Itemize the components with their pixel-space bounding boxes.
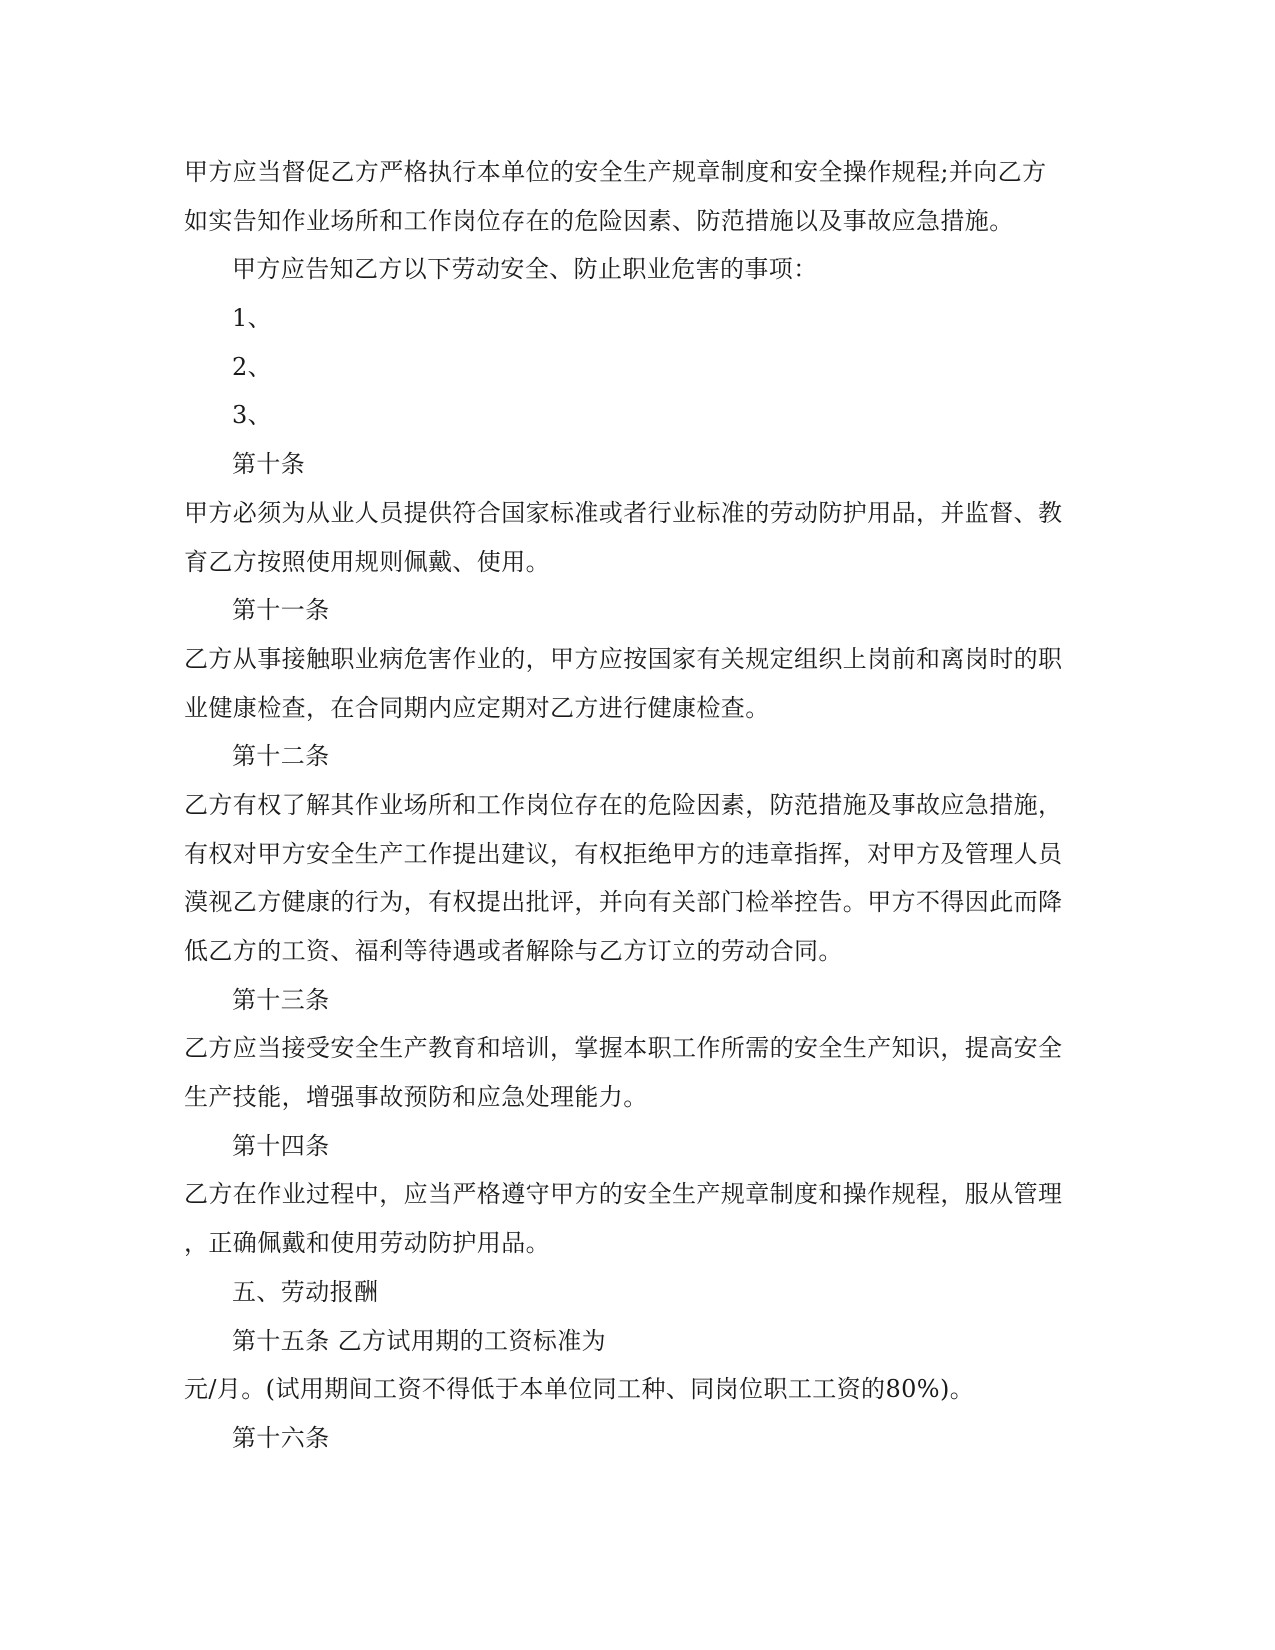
article-heading: 第十五条 乙方试用期的工资标准为	[232, 1326, 607, 1355]
paragraph-line: 乙方有权了解其作业场所和工作岗位存在的危险因素，防范措施及事故应急措施，	[184, 790, 1063, 819]
article-heading: 第十一条	[232, 596, 330, 625]
paragraph-line: 元/月。(试用期间工资不得低于本单位同工种、同岗位职工工资的80%)。	[184, 1375, 975, 1404]
article-heading: 第十二条	[232, 742, 330, 771]
paragraph-line: 甲方应当督促乙方严格执行本单位的安全生产规章制度和安全操作规程;并向乙方	[184, 158, 1047, 186]
list-item: 3、	[232, 401, 273, 430]
article-heading: 第十三条	[232, 985, 330, 1014]
paragraph-line: 乙方应当接受安全生产教育和培训，掌握本职工作所需的安全生产知识，提高安全	[184, 1034, 1063, 1063]
paragraph-line: 乙方在作业过程中，应当严格遵守甲方的安全生产规章制度和操作规程，服从管理	[184, 1180, 1063, 1209]
document-body	[184, 148, 1084, 1463]
paragraph-line: 乙方从事接触职业病危害作业的，甲方应按国家有关规定组织上岗前和离岗时的职	[184, 644, 1063, 673]
list-item: 2、	[232, 352, 273, 381]
paragraph-line: 低乙方的工资、福利等待遇或者解除与乙方订立的劳动合同。	[184, 937, 843, 965]
paragraph-line: 漠视乙方健康的行为，有权提出批评，并向有关部门检举控告。甲方不得因此而降	[184, 888, 1063, 917]
paragraph-line: 甲方应告知乙方以下劳动安全、防止职业危害的事项：	[232, 255, 818, 284]
article-heading: 第十四条	[232, 1131, 330, 1160]
article-heading: 第十条	[232, 450, 306, 479]
article-heading: 第十六条	[232, 1423, 330, 1452]
section-heading: 五、劳动报酬	[232, 1277, 379, 1306]
paragraph-line: 生产技能，增强事故预防和应急处理能力。	[184, 1083, 648, 1112]
paragraph-line: ，正确佩戴和使用劳动防护用品。	[184, 1229, 550, 1258]
paragraph-line: 甲方必须为从业人员提供符合国家标准或者行业标准的劳动防护用品，并监督、教	[184, 498, 1063, 527]
paragraph-line: 育乙方按照使用规则佩戴、使用。	[184, 547, 550, 576]
list-item: 1、	[232, 304, 273, 333]
paragraph-line: 有权对甲方安全生产工作提出建议，有权拒绝甲方的违章指挥，对甲方及管理人员	[184, 839, 1063, 868]
paragraph-line: 如实告知作业场所和工作岗位存在的危险因素、防范措施以及事故应急措施。	[184, 206, 1014, 235]
paragraph-line: 业健康检查，在合同期内应定期对乙方进行健康检查。	[184, 693, 770, 722]
